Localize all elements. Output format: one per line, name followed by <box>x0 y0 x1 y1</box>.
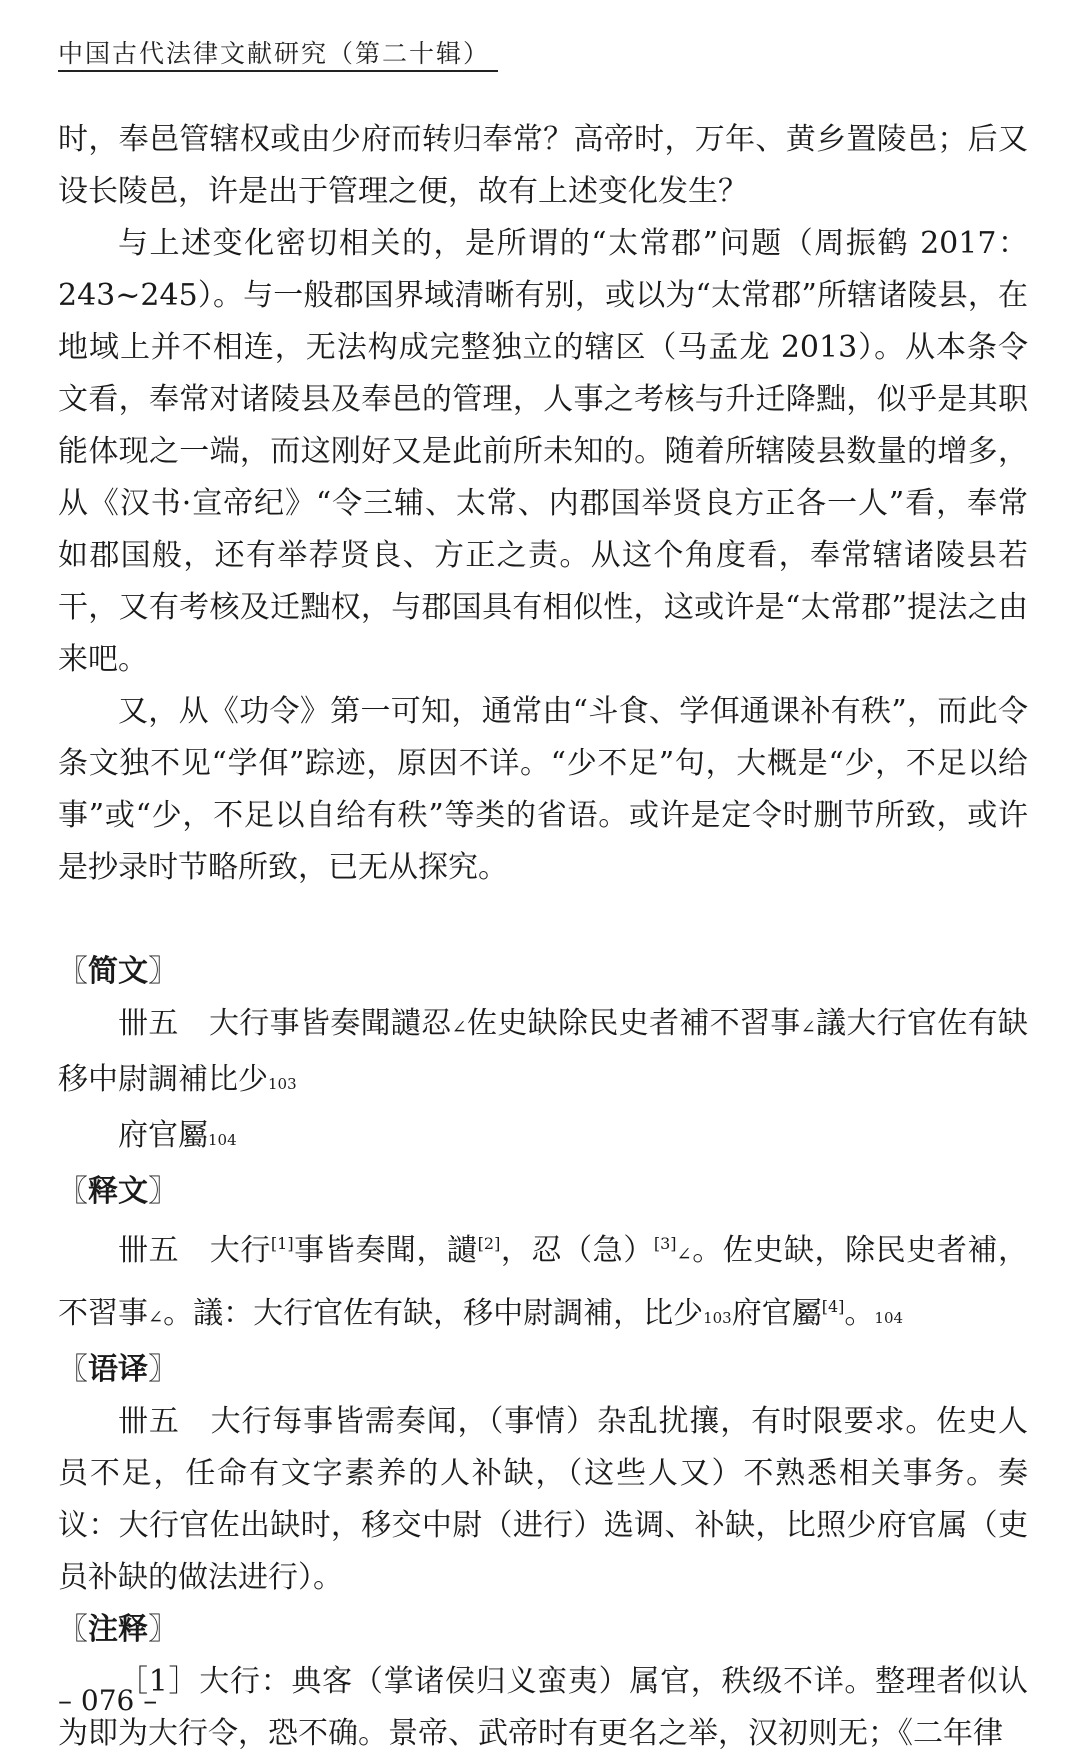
section-heading-yuyi: 〖语译〗 <box>58 1352 178 1387</box>
note-ref-4: [4] <box>821 1297 845 1316</box>
zhushi-text: ［1］大行：典客（掌诸侯归义蛮夷）属官，秩级不详。整理者似认为即为大行令，恐不确。景帝、武帝时有更名之举，汉初则无；《二年律 <box>58 1664 1028 1751</box>
yuyi-text: 卌五 大行每事皆需奏闻，（事情）杂乱扰攘，有时限要求。佐史人员不足，任命有文字素养的人补缺，（这些人又）不熟悉相关事务。奏议：大行官佐出缺时，移交中尉（进行）选调、补缺，比照少府官属（吏员补缺的做法进行）。 <box>58 1404 1028 1595</box>
paragraph-3: 又，从《功令》第一可知，通常由“斗食、学佴通课补有秩”，而此令条文独不见“学佴”踪迹，原因不详。“少不足”句，大概是“少，不足以给事”或“少，不足以自给有秩”等类的省语。或许是定令时删节所致，或许是抄录时节略所致，已无从探究。 <box>58 694 1028 885</box>
page-number: – 076 – <box>58 1684 158 1717</box>
paragraph-1: 时，奉邑管辖权或由少府而转归奉常？高帝时，万年、黄乡置陵邑；后又设长陵邑，许是出于管理之便，故有上述变化发生？ <box>58 122 1028 209</box>
paragraph-2: 与上述变化密切相关的，是所谓的“太常郡”问题（周振鹤 2017：243~245）。与一般郡国界域清晰有别，或以为“太常郡”所辖诸陵县，在地域上并不相连，无法构成完整独立的辖区（马孟龙 2013）。从本条令文看，奉常对诸陵县及奉邑的管理，人事之考核与升迁降黜，似乎是其职能体现之一端，而这刚好又是此前所未知的。随着所辖陵县数量的增多，从《汉书·宣帝纪》“令三辅、太常、内郡国举贤良方正各一人”看，奉常如郡国般，还有举荐贤良、方正之责。从这个角度看，奉常辖诸陵县若干，又有考核及迁黜权，与郡国具有相似性，这或许是“太常郡”提法之由来吧。 <box>58 226 1028 677</box>
jianwen-line-1: 卌五 大行事皆奏聞讉忍∠佐史缺除民史者補不習事∠議大行官佐有缺移中尉調補比少103 <box>58 1006 1029 1097</box>
section-heading-jianwen: 〖简文〗 <box>58 954 178 989</box>
main-text <box>58 114 1028 1760</box>
shiwen-text: 卌五 大行[1]事皆奏聞，讉[2]，忍（急）[3]∠。佐史缺，除民史者補，不習事∠。議：大行官佐有缺，移中尉調補，比少103府官屬[4]。104 <box>58 1233 1029 1331</box>
note-ref-3: [3] <box>653 1234 677 1253</box>
running-header <box>58 32 498 72</box>
note-ref-2: [2] <box>477 1234 501 1253</box>
jianwen-line-2: 府官屬104 <box>118 1118 237 1153</box>
note-ref-1: [1] <box>270 1234 294 1253</box>
section-gap <box>58 894 1028 946</box>
section-heading-shiwen: 〖释文〗 <box>58 1174 178 1209</box>
section-heading-zhushi: 〖注释〗 <box>58 1612 178 1647</box>
header-title: 中国古代法律文献研究（第二十辑） <box>58 39 491 68</box>
